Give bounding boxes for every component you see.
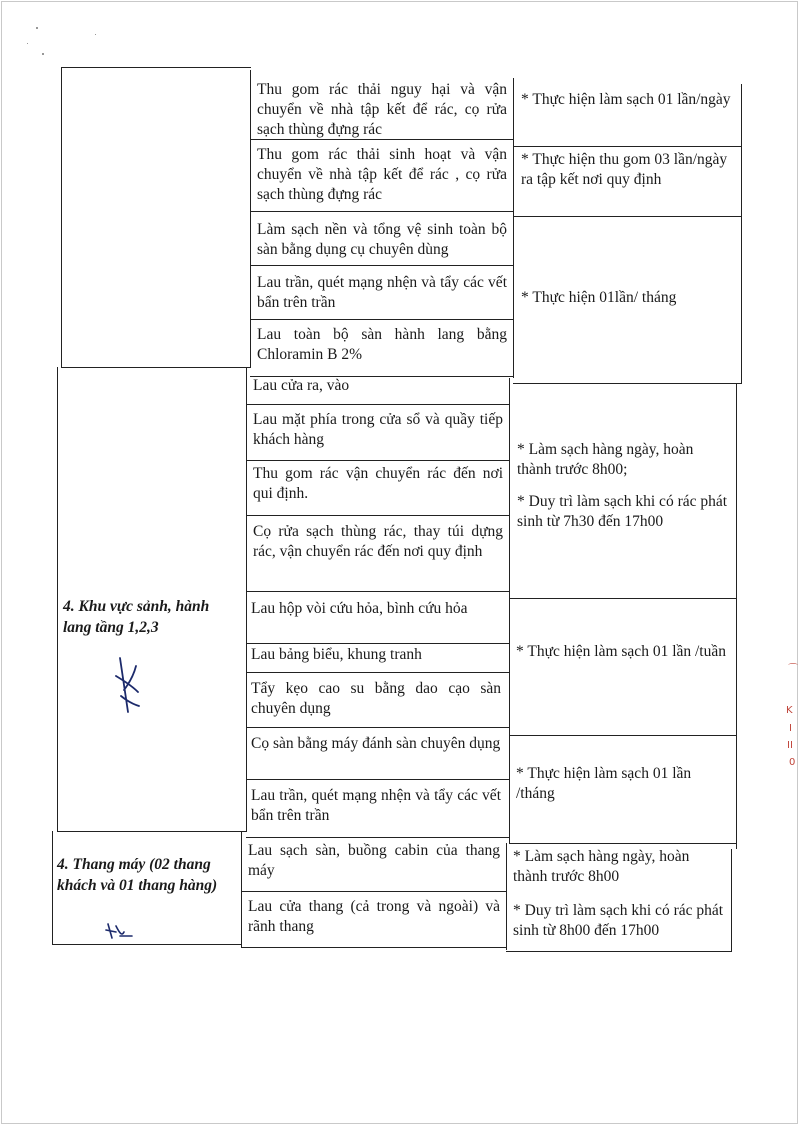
area-cell-elevator: 4. Thang máy (02 thang khách và 01 thang hàng) (57, 856, 218, 894)
task-cell: Lau trần, quét mạng nhện và tẩy các vết bẩn trên trần (251, 787, 501, 824)
row-divider (509, 843, 736, 844)
frequency-cell: * Làm sạch hàng ngày, hoàn thành trước 8h00 (513, 848, 690, 885)
row-divider (513, 216, 741, 217)
scan-speck (42, 53, 44, 55)
row-divider (246, 672, 509, 673)
row-divider (246, 837, 509, 838)
frequency-cell: * Duy trì làm sạch khi có rác phát sinh từ 7h30 đến 17h00 (517, 493, 728, 530)
table-border-left (57, 367, 58, 831)
row-divider (250, 211, 513, 212)
table-border-left (52, 831, 53, 944)
scan-speck (36, 27, 38, 29)
task-cell: Thu gom rác thải sinh hoạt và vận chuyển về nhà tập kết để rác , cọ rửa sạch thùng đựng rác (257, 146, 507, 203)
handwritten-initial (104, 920, 134, 940)
task-cell: Lau mặt phía trong cửa sổ và quầy tiếp khách hàng (253, 411, 503, 448)
table-border-right (736, 384, 737, 849)
table-border-bottom (241, 947, 506, 948)
scan-speck (27, 43, 28, 44)
table-border-right (741, 84, 742, 384)
task-cell: Cọ sàn bằng máy đánh sàn chuyên dụng (251, 735, 501, 752)
col-divider-task-freq (513, 78, 514, 378)
table-border-right (731, 849, 732, 952)
area-cell-lobby: 4. Khu vực sảnh, hành lang tầng 1,2,3 (63, 598, 210, 636)
handwritten-initial (112, 652, 142, 716)
row-divider (246, 643, 509, 644)
stamp-edge-mark: II (787, 740, 793, 751)
frequency-cell: * Làm sạch hàng ngày, hoàn thành trước 8h00; (517, 441, 694, 478)
task-cell: Lau cửa thang (cả trong và ngoài) và rãnh thang (248, 898, 500, 935)
task-cell: Lau toàn bộ sàn hành lang bằng Chloramin B 2% (257, 326, 507, 363)
col-divider-task-freq (506, 843, 507, 950)
task-cell: Cọ rửa sạch thùng rác, thay túi dựng rác, vận chuyển rác đến nơi quy định (253, 523, 503, 560)
row-divider (246, 404, 509, 405)
col-divider-area-task (241, 832, 242, 947)
task-cell: Lau sạch sàn, buồng cabin của thang máy (248, 842, 500, 879)
row-divider (250, 265, 513, 266)
task-cell: Lau bảng biểu, khung tranh (251, 646, 422, 663)
task-cell: Thu gom rác vận chuyển rác đến nơi qui định. (253, 465, 503, 502)
row-divider (513, 383, 741, 384)
row-divider (250, 319, 513, 320)
frequency-cell: * Thực hiện làm sạch 01 lần /tuần (516, 643, 726, 660)
frequency-cell: * Duy trì làm sạch khi có rác phát sinh từ 8h00 đến 17h00 (513, 902, 724, 939)
row-divider (509, 735, 736, 736)
stamp-edge-mark: 0 (789, 757, 796, 768)
frequency-cell: * Thực hiện 01lần/ tháng (521, 289, 677, 306)
table-border-bottom (506, 951, 732, 952)
task-cell: Thu gom rác thải nguy hại và vận chuyển về nhà tập kết để rác, cọ rửa sạch thùng đựng rác (257, 81, 507, 138)
col-divider-task-freq (509, 378, 510, 843)
col-divider-area-task (246, 368, 247, 832)
stamp-edge-mark: ⌒ (788, 664, 798, 675)
table-border-bottom (52, 944, 242, 945)
table-border-top (61, 67, 251, 68)
table-border-left (61, 67, 62, 367)
row-divider (513, 146, 741, 147)
row-divider (246, 779, 509, 780)
task-cell: Lau hộp vòi cứu hỏa, bình cứu hỏa (251, 600, 468, 617)
task-cell: Lau cửa ra, vào (253, 377, 350, 394)
frequency-cell: * Thực hiện làm sạch 01 lần /tháng (516, 765, 692, 802)
frequency-cell: * Thực hiện làm sạch 01 lần/ngày (521, 91, 731, 108)
row-divider (246, 591, 509, 592)
row-divider (57, 831, 247, 832)
row-divider (61, 367, 251, 368)
row-divider (241, 891, 506, 892)
row-divider (509, 598, 736, 599)
stamp-edge-mark: I (789, 723, 792, 734)
row-divider (246, 460, 509, 461)
col-divider-area-task (250, 70, 251, 368)
row-divider (246, 515, 509, 516)
task-cell: Làm sạch nền và tổng vệ sinh toàn bộ sàn bằng dụng cụ chuyên dùng (257, 221, 507, 258)
stamp-edge-mark: K (786, 705, 793, 716)
scan-speck (95, 34, 96, 35)
frequency-cell: * Thực hiện thu gom 03 lần/ngày ra tập kết nơi quy định (521, 151, 728, 188)
task-cell: Lau trần, quét mạng nhện và tẩy các vết bẩn trên trần (257, 274, 507, 311)
row-divider (246, 727, 509, 728)
task-cell: Tẩy kẹo cao su bằng dao cạo sàn chuyên dụng (251, 680, 501, 717)
